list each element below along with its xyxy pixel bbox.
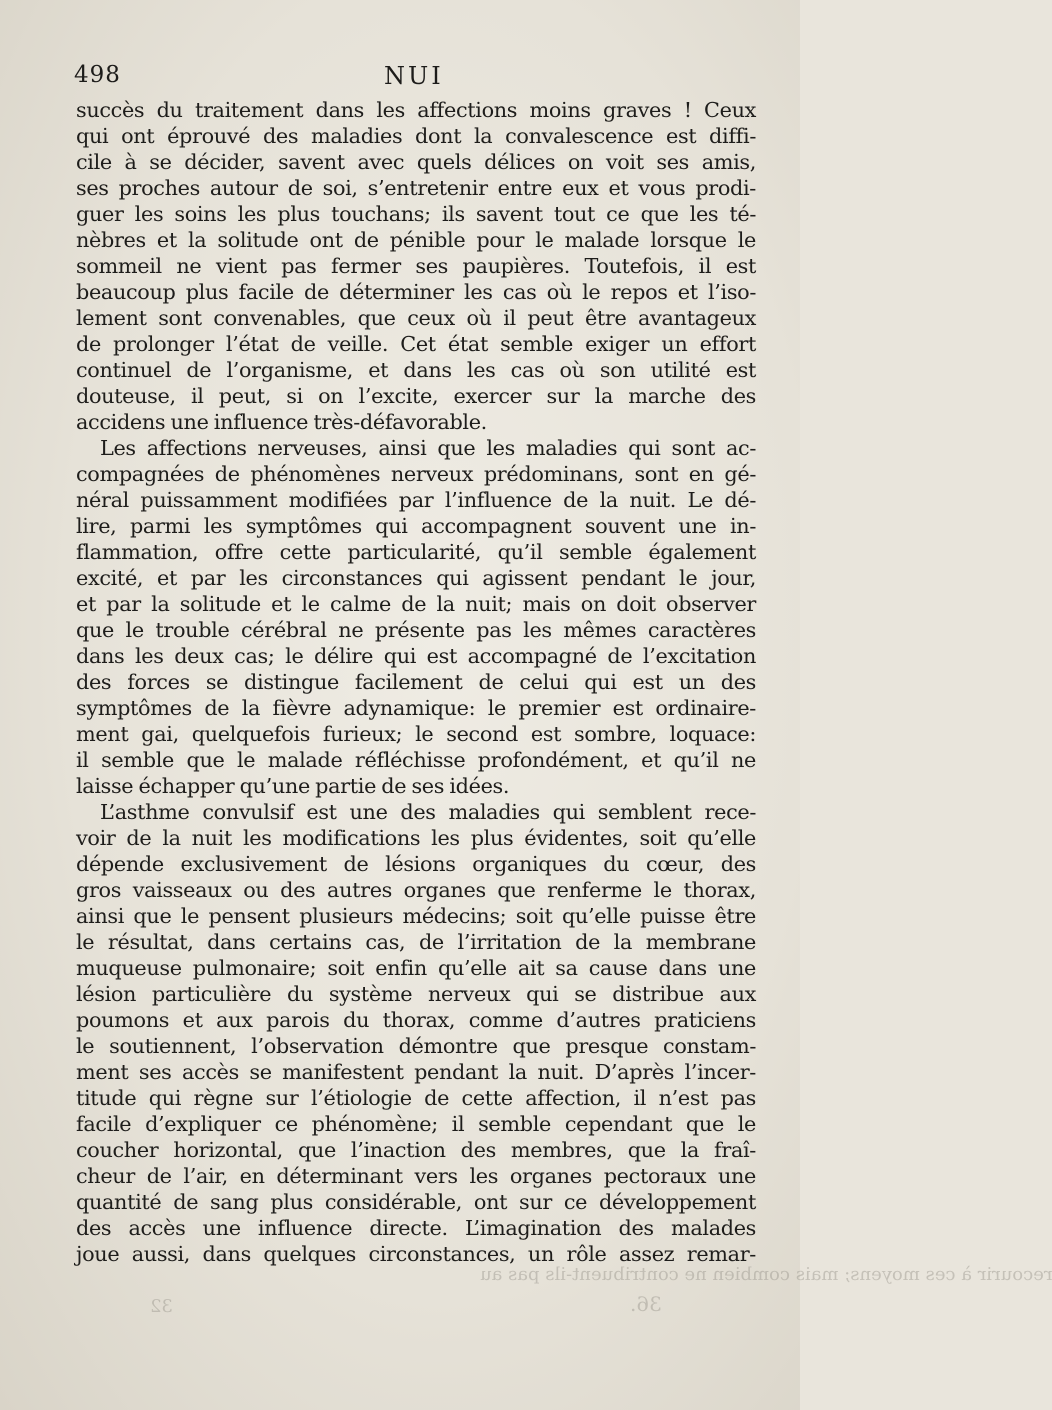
- paragraph-start-line: Les affections nerveuses, ainsi que les maladies qui sont ac-: [100, 436, 756, 460]
- text-line: ment gai, quelquefois furieux; le second est sombre, loquace:: [76, 722, 756, 746]
- text-line: symptômes de la fièvre adynamique: le premier est ordinaire-: [76, 696, 756, 720]
- text-line: beaucoup plus facile de déterminer les cas où le repos et l’iso-: [76, 280, 756, 304]
- text-line: il semble que le malade réfléchisse profondément, et qu’il ne: [76, 748, 756, 772]
- text-line: cile à se décider, savent avec quels délices on voit ses amis,: [76, 150, 756, 174]
- text-line: ment ses accès se manifestent pendant la nuit. D’après l’incer-: [76, 1060, 756, 1084]
- text-line: excité, et par les circonstances qui agissent pendant le jour,: [76, 566, 756, 590]
- text-line: accidens une influence très-défavorable.: [76, 410, 487, 434]
- text-line: néral puissamment modifiées par l’influence de la nuit. Le dé-: [76, 488, 756, 512]
- text-line: des accès une influence directe. L’imagination des malades: [76, 1216, 756, 1240]
- text-line: nèbres et la solitude ont de pénible pour le malade lorsque le: [76, 228, 756, 252]
- page-number: 498: [74, 62, 121, 88]
- text-line: dépende exclusivement de lésions organiques du cœur, des: [76, 852, 756, 876]
- text-line: cheur de l’air, en déterminant vers les organes pectoraux une: [76, 1164, 756, 1188]
- text-line: flammation, offre cette particularité, qu’il semble également: [76, 540, 756, 564]
- text-line: gros vaisseaux ou des autres organes que renferme le thorax,: [76, 878, 756, 902]
- text-line: coucher horizontal, que l’inaction des membres, que la fraî-: [76, 1138, 756, 1162]
- text-line: compagnées de phénomènes nerveux prédominans, sont en gé-: [76, 462, 756, 486]
- bleed-through-text: recourir à ces moyens; mais combien ne contribuent-ils pas au: [480, 1264, 1052, 1285]
- text-line: ses proches autour de soi, s’entretenir entre eux et vous prodi-: [76, 176, 756, 200]
- text-line: ainsi que le pensent plusieurs médecins; soit qu’elle puisse être: [76, 904, 756, 928]
- text-line: lire, parmi les symptômes qui accompagnent souvent une in-: [76, 514, 756, 538]
- text-line: succès du traitement dans les affections moins graves ! Ceux: [76, 98, 756, 122]
- text-line: poumons et aux parois du thorax, comme d’autres praticiens: [76, 1008, 756, 1032]
- paragraph-start-line: L’asthme convulsif est une des maladies qui semblent rece-: [100, 800, 756, 824]
- text-line: dans les deux cas; le délire qui est accompagné de l’excitation: [76, 644, 756, 668]
- text-line: le soutiennent, l’observation démontre que presque constam-: [76, 1034, 756, 1058]
- text-line: de prolonger l’état de veille. Cet état semble exiger un effort: [76, 332, 756, 356]
- body-text: [76, 97, 756, 1267]
- text-line: lésion particulière du système nerveux qui se distribue aux: [76, 982, 756, 1006]
- text-line: muqueuse pulmonaire; soit enfin qu’elle ait sa cause dans une: [76, 956, 756, 980]
- running-head: NUI: [384, 62, 444, 90]
- text-line: continuel de l’organisme, et dans les cas où son utilité est: [76, 358, 756, 382]
- bleed-through-signature-mark: 36.: [630, 1292, 662, 1316]
- text-line: le résultat, dans certains cas, de l’irritation de la membrane: [76, 930, 756, 954]
- text-line: sommeil ne vient pas fermer ses paupières. Toutefois, il est: [76, 254, 756, 278]
- text-line: qui ont éprouvé des maladies dont la convalescence est diffi-: [76, 124, 756, 148]
- text-line: titude qui règne sur l’étiologie de cette affection, il n’est pas: [76, 1086, 756, 1110]
- bleed-through-number: 32: [150, 1296, 173, 1317]
- text-line: laisse échapper qu’une partie de ses idées.: [76, 774, 510, 798]
- text-line: joue aussi, dans quelques circonstances, un rôle assez remar-: [76, 1242, 756, 1266]
- page-header: [74, 62, 754, 96]
- text-line: guer les soins les plus touchans; ils savent tout ce que les té-: [76, 202, 756, 226]
- text-line: et par la solitude et le calme de la nuit; mais on doit observer: [76, 592, 756, 616]
- text-line: voir de la nuit les modifications les plus évidentes, soit qu’elle: [76, 826, 756, 850]
- text-line: facile d’expliquer ce phénomène; il semble cependant que le: [76, 1112, 756, 1136]
- text-line: des forces se distingue facilement de celui qui est un des: [76, 670, 756, 694]
- text-line: que le trouble cérébral ne présente pas les mêmes caractères: [76, 618, 756, 642]
- text-line: lement sont convenables, que ceux où il peut être avantageux: [76, 306, 756, 330]
- text-line: quantité de sang plus considérable, ont sur ce développement: [76, 1190, 756, 1214]
- text-line: douteuse, il peut, si on l’excite, exercer sur la marche des: [76, 384, 756, 408]
